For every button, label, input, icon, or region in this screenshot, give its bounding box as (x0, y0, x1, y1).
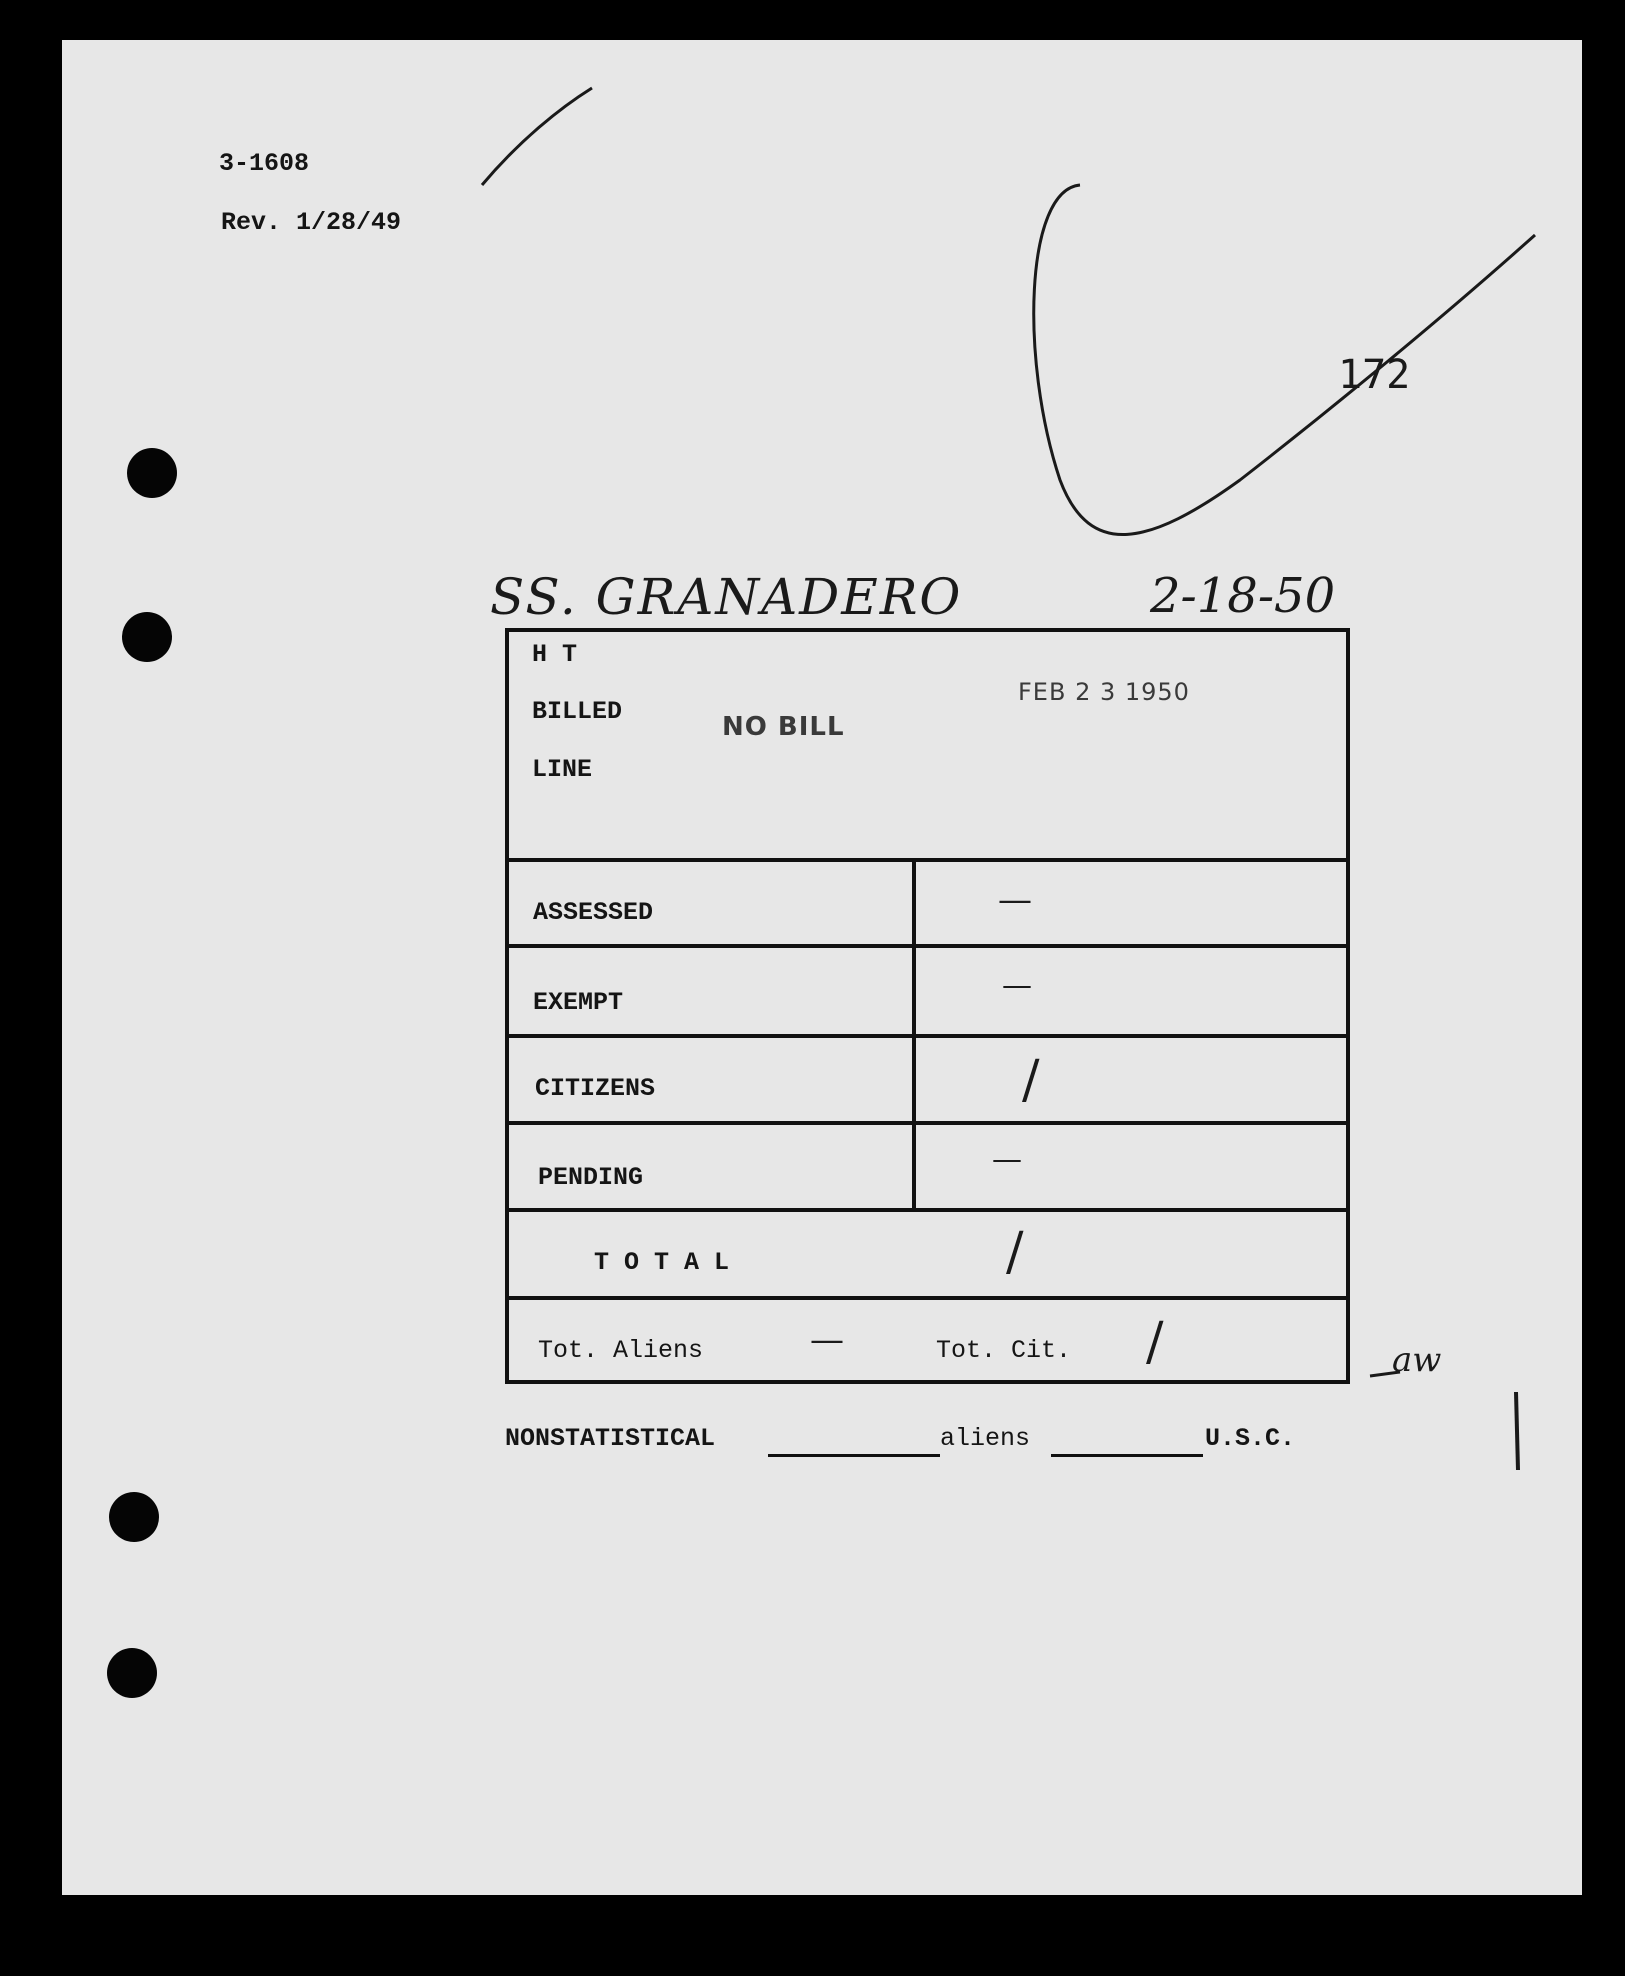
row-label-citizens: CITIZENS (535, 1074, 656, 1103)
column-divider (912, 860, 916, 1212)
divider (507, 1208, 1348, 1212)
row-value-citizens: / (1022, 1050, 1040, 1110)
ht-label: H T (532, 640, 578, 669)
row-value-assessed: — (998, 880, 1032, 920)
revision-date: Rev. 1/28/49 (221, 208, 402, 237)
total-value: / (1006, 1222, 1024, 1282)
total-citizens-label: Tot. Cit. (936, 1336, 1072, 1365)
divider (507, 858, 1348, 862)
total-aliens-label: Tot. Aliens (538, 1336, 704, 1365)
row-label-pending: PENDING (538, 1163, 644, 1192)
row-value-pending: — (992, 1142, 1022, 1177)
divider (507, 944, 1348, 948)
row-value-exempt: — (1002, 968, 1032, 1003)
page-number: 172 (1338, 352, 1411, 398)
total-label: T O T A L (594, 1248, 730, 1277)
form-number: 3-1608 (219, 149, 310, 178)
vessel-name: SS. GRANADERO (490, 568, 963, 626)
nonstatistical-blank (768, 1454, 940, 1457)
handwritten-date: 2-18-50 (1150, 568, 1336, 624)
aliens-blank (1051, 1454, 1203, 1457)
handwritten-initials: aw (1392, 1340, 1442, 1380)
divider (507, 1296, 1348, 1300)
usc-label: U.S.C. (1205, 1424, 1296, 1453)
row-label-assessed: ASSESSED (533, 898, 654, 927)
aliens-label: aliens (940, 1424, 1031, 1453)
total-aliens-value: — (810, 1320, 844, 1360)
line-label: LINE (532, 755, 593, 784)
billed-label: BILLED (532, 697, 623, 726)
row-label-exempt: EXEMPT (533, 988, 624, 1017)
no-bill-stamp: NO BILL (722, 712, 845, 742)
total-citizens-value: / (1146, 1312, 1164, 1372)
divider (507, 1121, 1348, 1125)
divider (507, 1034, 1348, 1038)
date-stamp: FEB 2 3 1950 (1018, 678, 1190, 706)
nonstatistical-label: NONSTATISTICAL (505, 1424, 716, 1453)
